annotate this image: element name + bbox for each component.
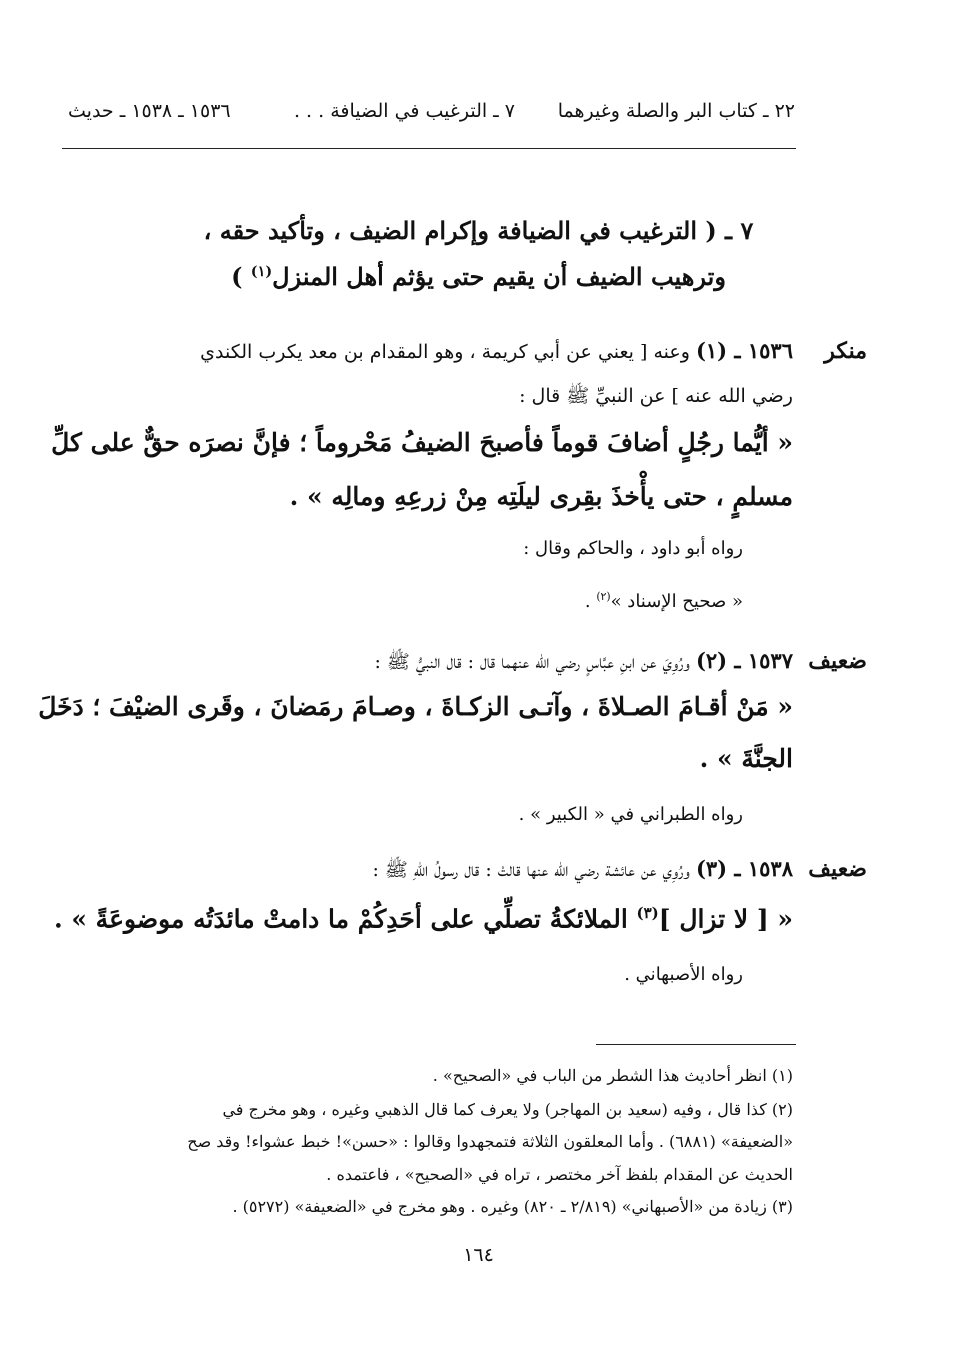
header-book-title: ٢٢ ـ كتاب البر والصلة وغيرهما [557, 100, 795, 122]
hadith-intro-cont: رضي الله عنه ] عن النبيِّ ﷺ قال : [519, 385, 793, 407]
hadith-text: « [ لا تزال ]$^{(٣)}$ الملائكةُ تصلِّي على أحَدِكُمْ ما دامتْ مائدَتُه موضوعَةً » . [53, 904, 793, 934]
hadith-text: « أيُّما رجُلٍ أضافَ قوماً فأصبحَ الضيفُ مَحْروماً ؛ فإنَّ نصرَه حقٌّ على كلِّ [51, 428, 793, 457]
footnote-rule [596, 1044, 796, 1045]
header-hadith-range: ١٥٣٦ ـ ١٥٣٨ ـ حديث [68, 100, 231, 122]
footnote-2-cont: «الضعيفة» (٦٨٨١) . وأما المعلقون الثلاثة فتمجهدوا وقالوا : «حسن»! خبط عشواء! وقد صح [187, 1132, 793, 1151]
hadith-source-cont: « صحيح الإسناد »$^{(٢)}$ . [584, 590, 743, 612]
footnote-ref: (٣) [636, 904, 659, 922]
hadith-number: ١٥٣٦ ـ (١) [695, 338, 793, 363]
header-section-title: ٧ ـ الترغيب في الضيافة . . . [293, 100, 515, 122]
hadith-text-cont: الجنَّةَ » . [699, 744, 793, 773]
footnote-2: (٢) كذا قال ، وفيه (سعيد بن المهاجر) ولا يعرف كما قال الذهبي وغيره ، وهو مخرج في [222, 1100, 793, 1119]
hadith-intro: ١٥٣٨ ـ (٣) ورُوِي عن عائشة رضي الله عنها قالتْ : قال رسولُ اللهِ ﷺ : [372, 856, 793, 881]
hadith-intro: ١٥٣٦ ـ (١) وعنه [ يعني عن أبي كريمة ، وهو المقدام بن معد يكرب الكندي [200, 338, 793, 363]
hadith-grade: منكر [824, 338, 867, 364]
footnote-2-end: الحديث عن المقدام بلفظ آخر مختصر ، تراه في «الصحيح» ، فاعتمده . [326, 1165, 793, 1184]
hadith-source: رواه الأصبهاني . [624, 964, 743, 985]
hadith-grade: ضعيف [808, 856, 867, 882]
footnote-3: (٣) زيادة من «الأصبهاني» (٢/٨١٩ ـ ٨٢٠) وغيره . وهو مخرج في «الضعيفة» (٥٢٧٢) . [232, 1197, 793, 1216]
hadith-grade: ضعيف [808, 648, 867, 674]
hadith-source: رواه أبو داود ، والحاكم وقال : [523, 538, 743, 559]
hadith-number: ١٥٣٨ ـ (٣) [695, 856, 793, 881]
page-number: ١٦٤ [463, 1244, 494, 1266]
footnote-ref: (٢) [596, 590, 611, 603]
chapter-title-line2: وترهيب الضيف أن يقيم حتى يؤثم أهل المنزل$^{(١)}$ ) [231, 262, 726, 291]
footnote-1: (١) انظر أحاديث هذا الشطر من الباب في «الصحيح» . [432, 1066, 793, 1085]
hadith-intro: ١٥٣٧ ـ (٢) ورُوِيَ عن ابنِ عبَّاسٍ رضي الله عنهما قال : قال النبيُّ ﷺ : [374, 648, 793, 673]
chapter-title-line1: ٧ ـ ( الترغيب في الضيافة وإكرام الضيف ، وتأكيد حقه ، [203, 216, 754, 245]
header-rule [62, 148, 796, 149]
hadith-source: رواه الطبراني في « الكبير » . [518, 804, 743, 825]
hadith-number: ١٥٣٧ ـ (٢) [695, 648, 793, 673]
hadith-text-cont: مسلمٍ ، حتى يأْخذَ بقِرى ليلَتِه مِنْ زرعِهِ ومالِه » . [289, 482, 793, 511]
hadith-text: « مَنْ أقـامَ الصـلاةَ ، وآتـى الزكـاةَ ، وصـامَ رمَضانَ ، وقَرى الضيْفَ ؛ دَخَلَ [38, 692, 793, 721]
footnote-ref: (١) [250, 263, 273, 280]
